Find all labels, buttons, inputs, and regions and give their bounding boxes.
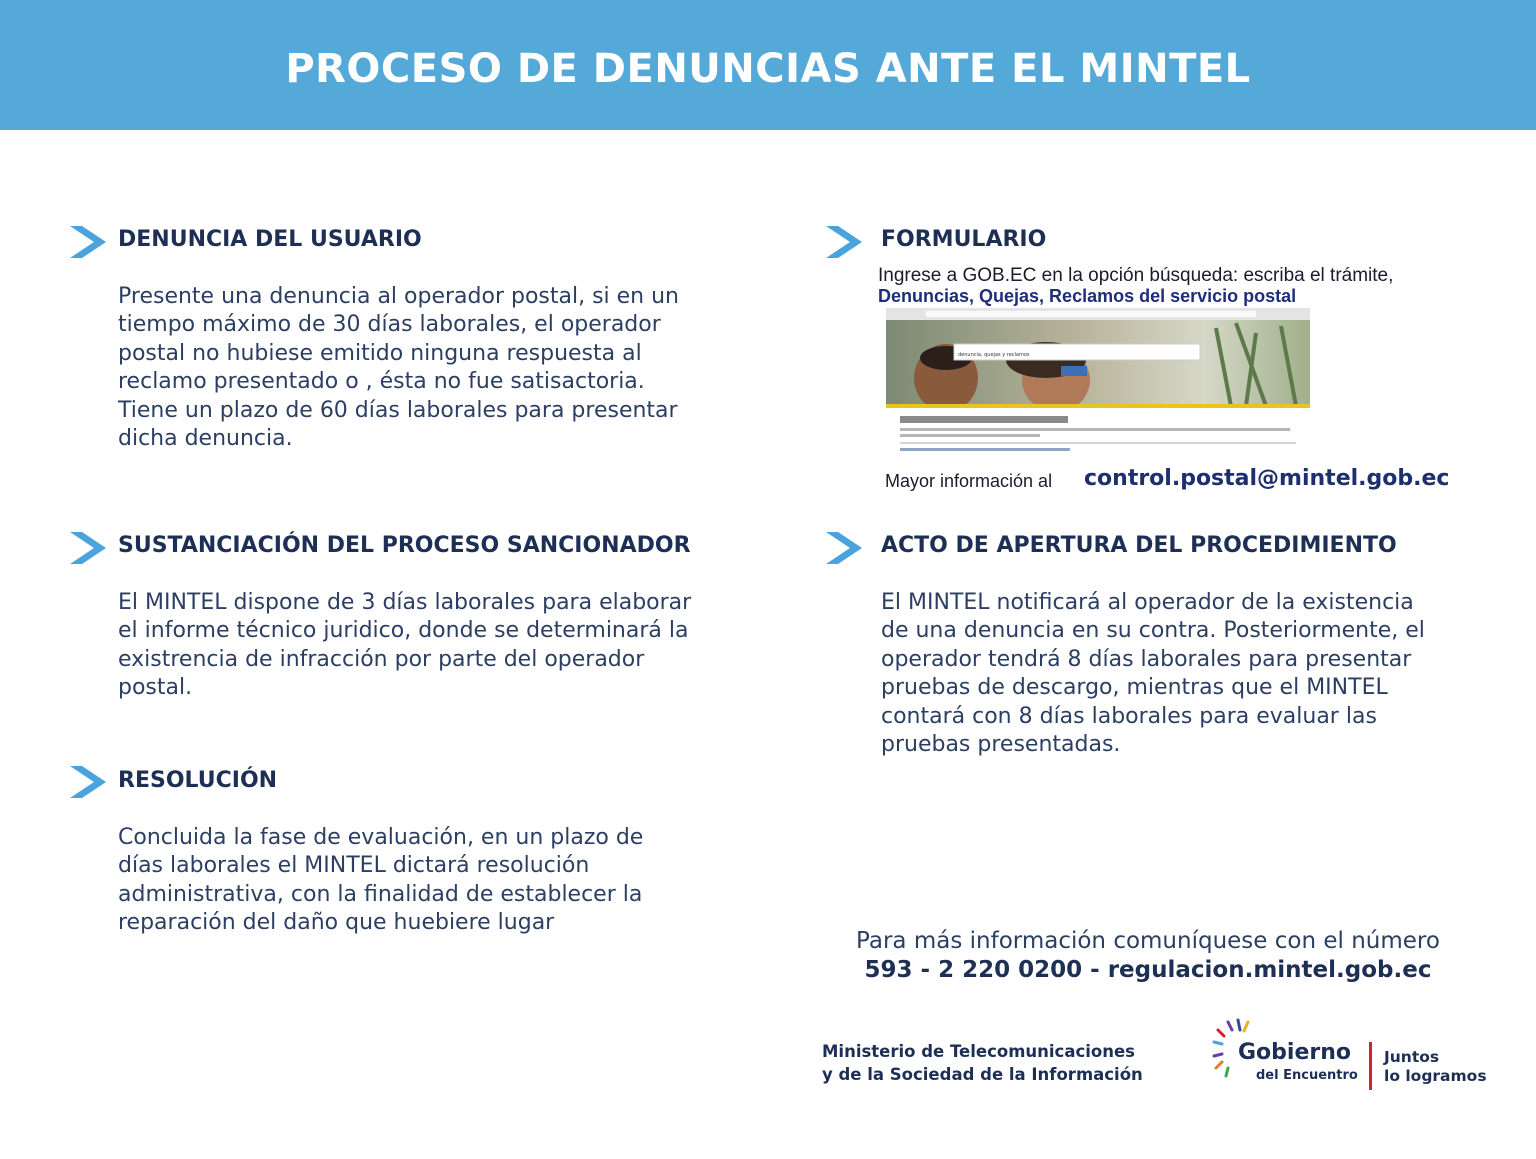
more-info-label: Mayor información al	[885, 471, 1053, 491]
section-title-sustanciacion: SUSTANCIACIÓN DEL PROCESO SANCIONADOR	[118, 533, 691, 558]
section-title-formulario: FORMULARIO	[881, 227, 1047, 252]
screenshot-illustration	[886, 308, 1310, 456]
del-encuentro-wordmark: del Encuentro	[1256, 1068, 1358, 1083]
section-body-apertura: El MINTEL notificará al operador de la existencia de una denuncia en su contra. Posteriormente, el operador tendrá 8 días laborales para presentar pruebas de descargo, mientras que el MINTEL contará con 8 días laborales para evaluar las pruebas presentadas.	[881, 590, 1425, 758]
gobierno-wordmark: Gobierno	[1238, 1040, 1352, 1065]
chevron-right-icon	[68, 764, 108, 800]
section-title-resolucion: RESOLUCIÓN	[118, 768, 278, 793]
page-title: PROCESO DE DENUNCIAS ANTE EL MINTEL	[285, 46, 1251, 92]
postal-email-link[interactable]: control.postal@mintel.gob.ec	[1084, 466, 1450, 491]
ministry-name: Ministerio de Telecomunicaciones y de la Sociedad de la Información	[822, 1042, 1143, 1084]
chevron-right-icon	[824, 530, 864, 566]
formulario-intro: Ingrese a GOB.EC en la opción búsqueda: escriba el trámite,	[878, 265, 1394, 286]
logo-divider	[1369, 1042, 1372, 1090]
section-body-resolucion: Concluida la fase de evaluación, en un plazo de días laborales el MINTEL dictará resolución administrativa, con la finalidad de establecer la reparación del daño que huebiere lugar	[118, 825, 644, 936]
gob-ec-screenshot	[886, 308, 1310, 456]
formulario-tramite: Denuncias, Quejas, Reclamos del servicio postal	[878, 286, 1297, 306]
section-body-sustanciacion: El MINTEL dispone de 3 días laborales para elaborar el informe técnico juridico, donde se determinará la existrencia de infracción por parte del operador postal.	[118, 590, 692, 701]
section-title-denuncia: DENUNCIA DEL USUARIO	[118, 227, 422, 252]
screenshot-search-text: denuncia, quejas y reclamos	[958, 352, 1030, 358]
section-body-denuncia: Presente una denuncia al operador postal, si en un tiempo máximo de 30 días laborales, el operador postal no hubiese emitido ninguna respuesta al reclamo presentado o , ésta no fue satisactoria. Tiene un plazo de 60 días laborales para presentar dicha denuncia.	[118, 284, 679, 452]
chevron-right-icon	[68, 224, 108, 260]
juntos-slogan: Juntos lo logramos	[1384, 1048, 1487, 1085]
section-title-apertura: ACTO DE APERTURA DEL PROCEDIMIENTO	[881, 533, 1397, 558]
chevron-right-icon	[68, 530, 108, 566]
contact-phone-web[interactable]: 593 - 2 220 0200 - regulacion.mintel.gob.ec	[864, 957, 1432, 983]
contact-info-text: Para más información comuníquese con el número	[856, 928, 1440, 954]
chevron-right-icon	[824, 224, 864, 260]
